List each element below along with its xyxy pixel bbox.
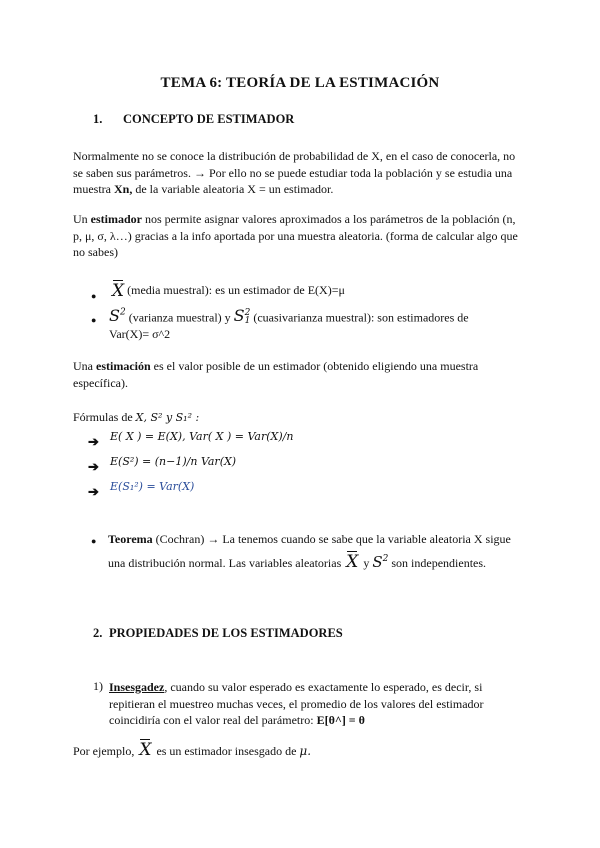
section-1-heading: CONCEPTO DE ESTIMADOR [123, 112, 295, 126]
s1-2-symbol-letter: S [233, 306, 245, 326]
item-1-line-1 [109, 679, 529, 696]
paragraph-2-a: Un [73, 212, 91, 226]
paragraph-2-line-1 [73, 211, 533, 228]
paragraph-1-line-1: Normalmente no se conoce la distribución de probabilidad de X, en el caso de conocerla, no [73, 149, 516, 163]
arrow-2: ➔ [88, 459, 99, 474]
teorema-s2: $S^2$ [372, 553, 389, 571]
paragraph-3-line-1 [73, 358, 533, 375]
s2-symbol-letter: S [109, 306, 120, 326]
arrow-1: ➔ [88, 434, 99, 449]
s1-2-symbol: S2 1 [233, 306, 251, 326]
paragraph-3-a: Una [73, 359, 96, 373]
paragraph-1-line-3-b: de la variable aleatoria X = un estimador. [132, 182, 334, 196]
formulas-label-row [73, 410, 199, 425]
teorema-text-2b: y [363, 556, 370, 570]
item-1-line-3-text: coincidiría con el valor real del parámetro: [109, 713, 317, 727]
section-1-number: 1. [93, 112, 103, 126]
item-1-text [109, 679, 529, 729]
bullet-1-text: (media muestral): es un estimador de E(X)=μ [127, 283, 345, 297]
bullet-2-text-b: (cuasivarianza muestral): son estimadores de [253, 310, 469, 325]
teorema-line-1 [108, 532, 548, 547]
bullet-2-dot: ● [91, 315, 97, 325]
formula-1: E( X ) = E(X), Var( X ) = Var(X)/n [110, 430, 294, 443]
estimacion-bold: estimación [96, 359, 151, 373]
teorema-line-2 [108, 552, 548, 572]
example-line [73, 740, 311, 760]
page-title: TEMA 6: TEORÍA DE LA ESTIMACIÓN [160, 75, 440, 91]
teorema-xbar: X [346, 552, 359, 572]
section-2-heading: PROPIEDADES DE LOS ESTIMADORES [109, 626, 343, 640]
bullet-2 [109, 305, 509, 325]
xbar-symbol: X [112, 281, 125, 301]
paragraph-3 [73, 358, 533, 391]
teorema-bold: Teorema [108, 532, 153, 546]
bullet-2-line-2: Var(X)= σ^2 [109, 327, 171, 341]
item-1-line-1-text: , cuando su valor esperado es exactamente lo esperado, es decir, si [164, 680, 483, 694]
example-mu: μ. [299, 744, 312, 758]
paragraph-3-line-1-b: es el valor posible de un estimador (obtenido eligiendo una muestra [150, 359, 479, 373]
item-1-line-3 [109, 712, 529, 729]
paragraph-1-line-2: se saben sus parámetros. → Por ello no se puede estudiar toda la población y se estudia una [73, 165, 513, 180]
formulas-vars: X, S² y S₁² : [135, 411, 200, 424]
paragraph-1-line-3-a: muestra [73, 182, 114, 196]
example-xbar: X [139, 740, 152, 760]
insesgadez-formula: E[θ^] = θ [316, 713, 365, 727]
item-1-number: 1) [93, 679, 103, 693]
section-2-number: 2. [93, 626, 103, 640]
paragraph-2-line-1-b: nos permite asignar valores aproximados a los parámetros de la población (n, [142, 212, 516, 226]
s2-symbol: $S^2$ [109, 306, 126, 326]
item-1-line-2: repitieran el muestreo muchas veces, el promedio de los valores del estimador [109, 696, 484, 711]
estimador-bold: estimador [90, 212, 142, 226]
bullet-2-text-a: (varianza muestral) y [128, 310, 231, 325]
xn-bold: Xn, [114, 182, 133, 196]
paragraph-2-line-2: p, μ, σ, λ…) gracias a la info aportada por una muestra aleatoria. (forma de calcular algo que [73, 228, 518, 243]
teorema-text-2c: son independientes. [391, 556, 487, 570]
teorema-text-1: (Cochran) → La tenemos cuando se sabe que la variable aleatoria X sigue [152, 532, 511, 546]
paragraph-3-line-2: específica). [73, 375, 128, 390]
example-text-b: es un estimador insesgado de [156, 744, 297, 758]
paragraph-2-line-3: no sabes) [73, 245, 118, 259]
teorema-bullet-dot: ● [91, 536, 97, 546]
paragraph-1 [73, 148, 533, 198]
formulas-label: Fórmulas de [73, 410, 133, 424]
formula-3: E(S₁²) = Var(X) [110, 480, 195, 493]
bullet-1-dot: ● [91, 291, 97, 301]
teorema-text-2a: una distribución normal. Las variables aleatorias [108, 556, 342, 570]
example-text-a: Por ejemplo, [73, 744, 135, 758]
arrow-3: ➔ [88, 484, 99, 499]
bullet-1 [112, 281, 345, 301]
insesgadez-bold: Insesgadez [109, 680, 165, 694]
paragraph-2 [73, 211, 533, 261]
formula-2: E(S²) = (n−1)/n Var(X) [110, 455, 237, 468]
paragraph-1-line-3 [73, 181, 533, 198]
teorema-s2-letter: S [372, 553, 383, 571]
